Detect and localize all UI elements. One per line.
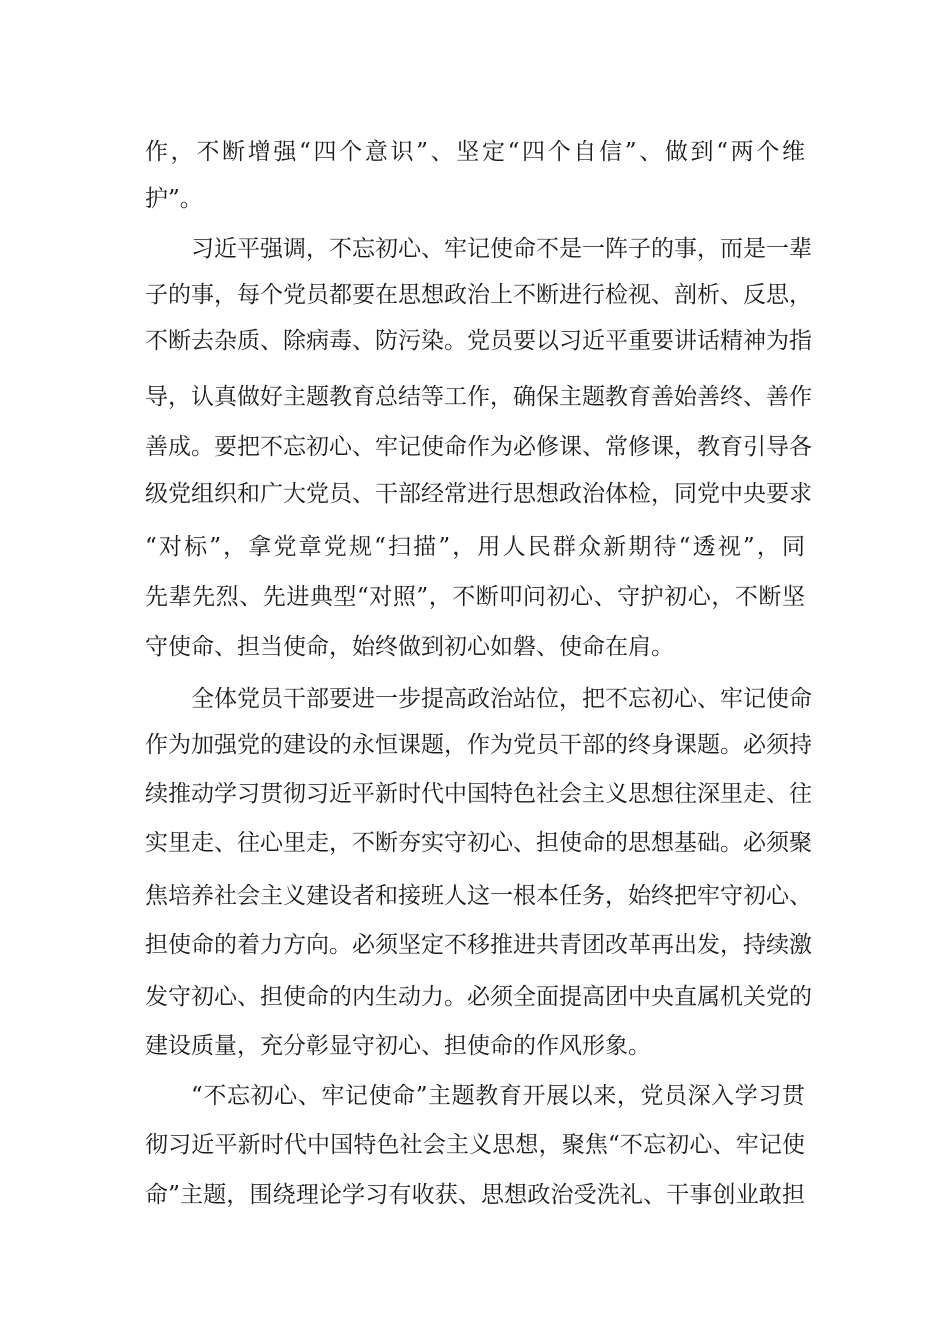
paragraph-first-line: “不忘初心、牢记使命”主题教育开展以来，党员深入学习贯 bbox=[191, 1083, 805, 1109]
text-line: 担使命的着力方向。必须坚定不移推进共青团改革再出发，持续激 bbox=[145, 932, 812, 958]
text-line: 续推动学习贯彻习近平新时代中国特色社会主义思想往深里走、往 bbox=[145, 781, 812, 807]
text-line: 作为加强党的建设的永恒课题，作为党员干部的终身课题。必须持 bbox=[145, 732, 812, 758]
text-line: 作，不断增强“四个意识”、坚定“四个自信”、做到“两个维 bbox=[145, 139, 805, 165]
paragraph-first-line: 习近平强调，不忘初心、牢记使命不是一阵子的事，而是一辈 bbox=[191, 236, 812, 262]
text-line: 焦培养社会主义建设者和接班人这一根本任务，始终把牢守初心、 bbox=[145, 883, 812, 909]
text-line: 守使命、担当使命，始终做到初心如磐、使命在肩。 bbox=[145, 634, 674, 660]
text-line: 级党组织和广大党员、干部经常进行思想政治体检，同党中央要求 bbox=[145, 481, 812, 507]
text-line: 子的事，每个党员都要在思想政治上不断进行检视、剖析、反思， bbox=[145, 282, 812, 308]
text-line: 导，认真做好主题教育总结等工作，确保主题教育善始善终、善作 bbox=[145, 384, 812, 410]
text-line: 彻习近平新时代中国特色社会主义思想，聚焦“不忘初心、牢记使 bbox=[145, 1132, 805, 1158]
text-line: 善成。要把不忘初心、牢记使命作为必修课、常修课，教育引导各 bbox=[145, 434, 812, 460]
text-line: 建设质量，充分彰显守初心、担使命的作风形象。 bbox=[145, 1033, 651, 1059]
text-line: “对标”，拿党章党规“扫描”，用人民群众新期待“透视”，同 bbox=[145, 534, 805, 560]
text-line: 发守初心、担使命的内生动力。必须全面提高团中央直属机关党的 bbox=[145, 984, 812, 1010]
paragraph-first-line: 全体党员干部要进一步提高政治站位，把不忘初心、牢记使命 bbox=[191, 686, 812, 712]
text-line: 护”。 bbox=[145, 186, 203, 212]
text-line: 先辈先烈、先进典型“对照”，不断叩问初心、守护初心，不断坚 bbox=[145, 584, 805, 610]
text-line: 命”主题，围绕理论学习有收获、思想政治受洗礼、干事创业敢担 bbox=[145, 1182, 805, 1208]
text-line: 不断去杂质、除病毒、防污染。党员要以习近平重要讲话精神为指 bbox=[145, 328, 812, 354]
text-line: 实里走、往心里走，不断夯实守初心、担使命的思想基础。必须聚 bbox=[145, 830, 812, 856]
